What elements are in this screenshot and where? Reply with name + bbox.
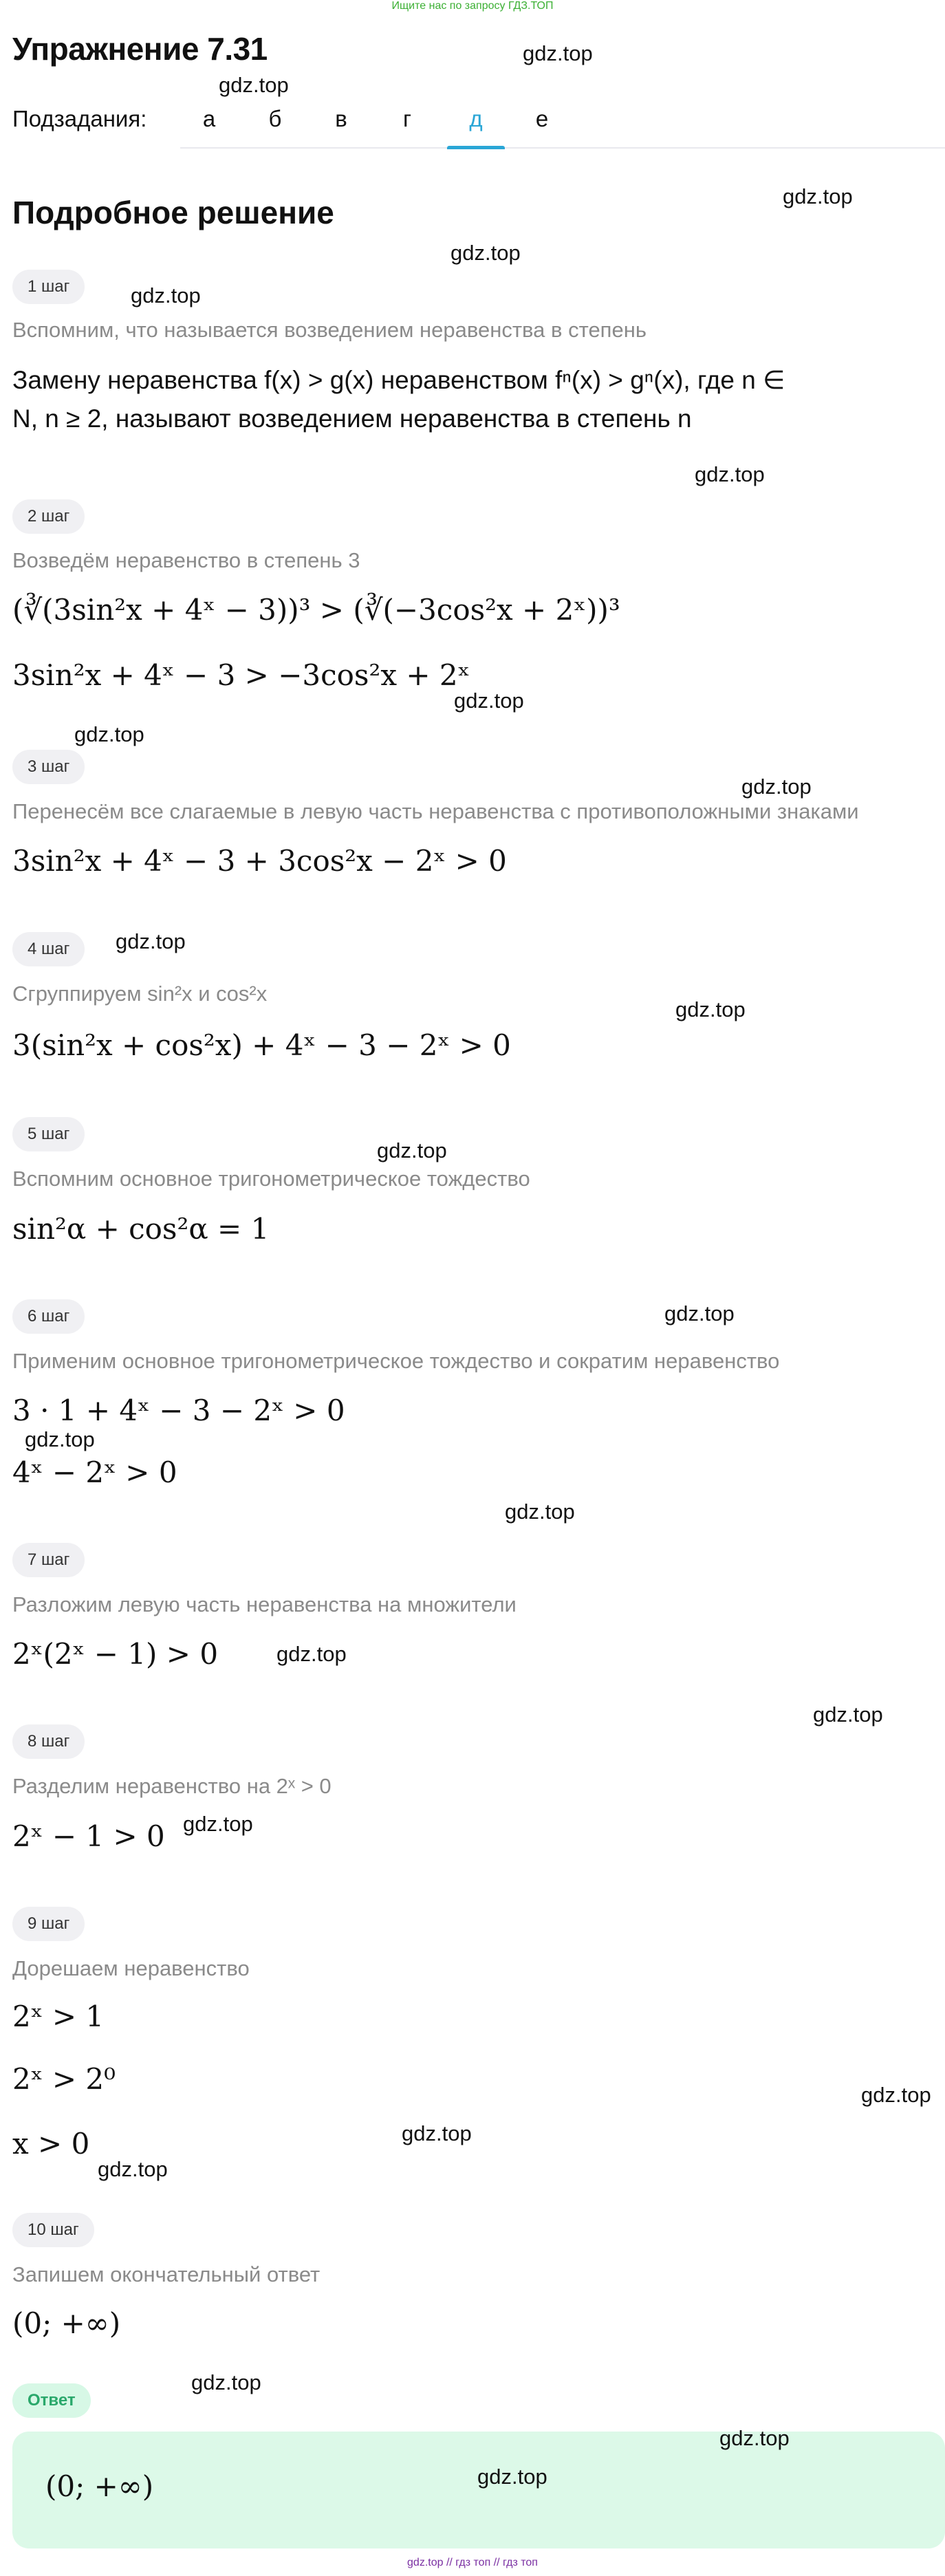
tab-e[interactable]: е — [535, 106, 549, 131]
watermark: gdz.top — [523, 41, 593, 65]
math-line: 3 · 1 + 4ˣ − 3 − 2ˣ > 0 — [12, 1394, 345, 1427]
watermark: gdz.top — [741, 775, 812, 799]
subtask-tabs — [180, 96, 945, 149]
step-description: Сгруппируем sin²x и cos²x — [12, 982, 268, 1006]
watermark: gdz.top — [813, 1702, 883, 1727]
step-description: Применим основное тригонометрическое тождество и сократим неравенство — [12, 1349, 780, 1373]
watermark: gdz.top — [131, 283, 201, 307]
step-label: 2 шаг — [12, 499, 85, 534]
watermark: gdz.top — [377, 1138, 447, 1162]
step-description: Запишем окончательный ответ — [12, 2262, 321, 2286]
step-description: Вспомним основное тригонометрическое тождество — [12, 1167, 530, 1191]
answer-label: Ответ — [12, 2383, 91, 2418]
step-label: 8 шаг — [12, 1724, 85, 1759]
tab-v[interactable]: в — [335, 106, 347, 131]
watermark: gdz.top — [664, 1301, 735, 1325]
watermark: gdz.top — [98, 2157, 168, 2181]
step-label: 7 шаг — [12, 1543, 85, 1577]
step-label: 4 шаг — [12, 932, 85, 966]
math-line: 2ˣ > 1 — [12, 2000, 105, 2033]
watermark: gdz.top — [675, 997, 746, 1021]
math-line: 3sin²x + 4ˣ − 3 + 3cos²x − 2ˣ > 0 — [12, 844, 507, 878]
step-text-line: Замену неравенства f(x) > g(x) неравенством fⁿ(x) > gⁿ(x), где n ∈ — [12, 366, 785, 394]
tab-d[interactable]: д — [447, 106, 505, 149]
step-label: 10 шаг — [12, 2213, 94, 2247]
watermark: gdz.top — [450, 241, 521, 265]
step-label: 5 шаг — [12, 1117, 85, 1151]
answer-value: (0; +∞) — [45, 2469, 154, 2503]
tab-b[interactable]: б — [268, 106, 282, 131]
step-description: Перенесём все слагаемые в левую часть неравенства с противоположными знаками — [12, 799, 859, 823]
math-line: 4ˣ − 2ˣ > 0 — [12, 1455, 177, 1489]
watermark: gdz.top — [861, 2083, 931, 2107]
watermark: gdz.top — [74, 722, 144, 746]
watermark: gdz.top — [477, 2465, 547, 2489]
step-text — [12, 361, 934, 437]
math-line: 2ˣ(2ˣ − 1) > 0 — [12, 1637, 219, 1671]
math-line: 3sin²x + 4ˣ − 3 > −3cos²x + 2ˣ — [12, 658, 470, 692]
step-label: 6 шаг — [12, 1299, 85, 1334]
subtasks-label: Подзадания: — [12, 106, 147, 131]
step-description: Вспомним, что называется возведением неравенства в степень — [12, 318, 647, 342]
watermark: gdz.top — [454, 689, 524, 713]
watermark: gdz.top — [719, 2426, 790, 2450]
watermark: gdz.top — [183, 1812, 253, 1836]
page-title: Упражнение 7.31 — [12, 31, 268, 67]
math-line: (∛(3sin²x + 4ˣ − 3))³ > (∛(−3cos²x + 2ˣ))³ — [12, 593, 620, 627]
step-label: 1 шаг — [12, 270, 85, 304]
footer: gdz.top // гдз топ // гдз топ — [407, 2557, 538, 2568]
watermark: gdz.top — [783, 184, 853, 208]
top-note: Ищите нас по запросу ГДЗ.ТОП — [391, 0, 554, 12]
watermark: gdz.top — [191, 2370, 261, 2394]
watermark: gdz.top — [505, 1500, 575, 1524]
math-line: 2ˣ − 1 > 0 — [12, 1819, 165, 1853]
math-line: 2ˣ > 2⁰ — [12, 2062, 116, 2096]
step-description: Разделим неравенство на 2ˣ > 0 — [12, 1774, 332, 1798]
math-line: x > 0 — [12, 2127, 90, 2161]
step-description: Разложим левую часть неравенства на множители — [12, 1592, 517, 1616]
step-label: 9 шаг — [12, 1907, 85, 1941]
watermark: gdz.top — [219, 73, 289, 97]
math-line: sin²α + cos²α = 1 — [12, 1212, 270, 1246]
watermark: gdz.top — [695, 462, 765, 486]
section-title: Подробное решение — [12, 195, 334, 230]
tab-a[interactable]: а — [202, 106, 216, 131]
math-line: 3(sin²x + cos²x) + 4ˣ − 3 − 2ˣ > 0 — [12, 1028, 511, 1062]
math-line: (0; +∞) — [12, 2306, 121, 2340]
watermark: gdz.top — [276, 1642, 347, 1666]
watermark: gdz.top — [402, 2121, 472, 2145]
step-text-line: N, n ≥ 2, называют возведением неравенства в степень n — [12, 404, 692, 433]
watermark: gdz.top — [25, 1427, 95, 1451]
step-description: Возведём неравенство в степень 3 — [12, 548, 360, 572]
watermark: gdz.top — [116, 929, 186, 953]
tab-g[interactable]: г — [402, 106, 412, 131]
step-description: Дорешаем неравенство — [12, 1956, 250, 1980]
step-label: 3 шаг — [12, 750, 85, 784]
